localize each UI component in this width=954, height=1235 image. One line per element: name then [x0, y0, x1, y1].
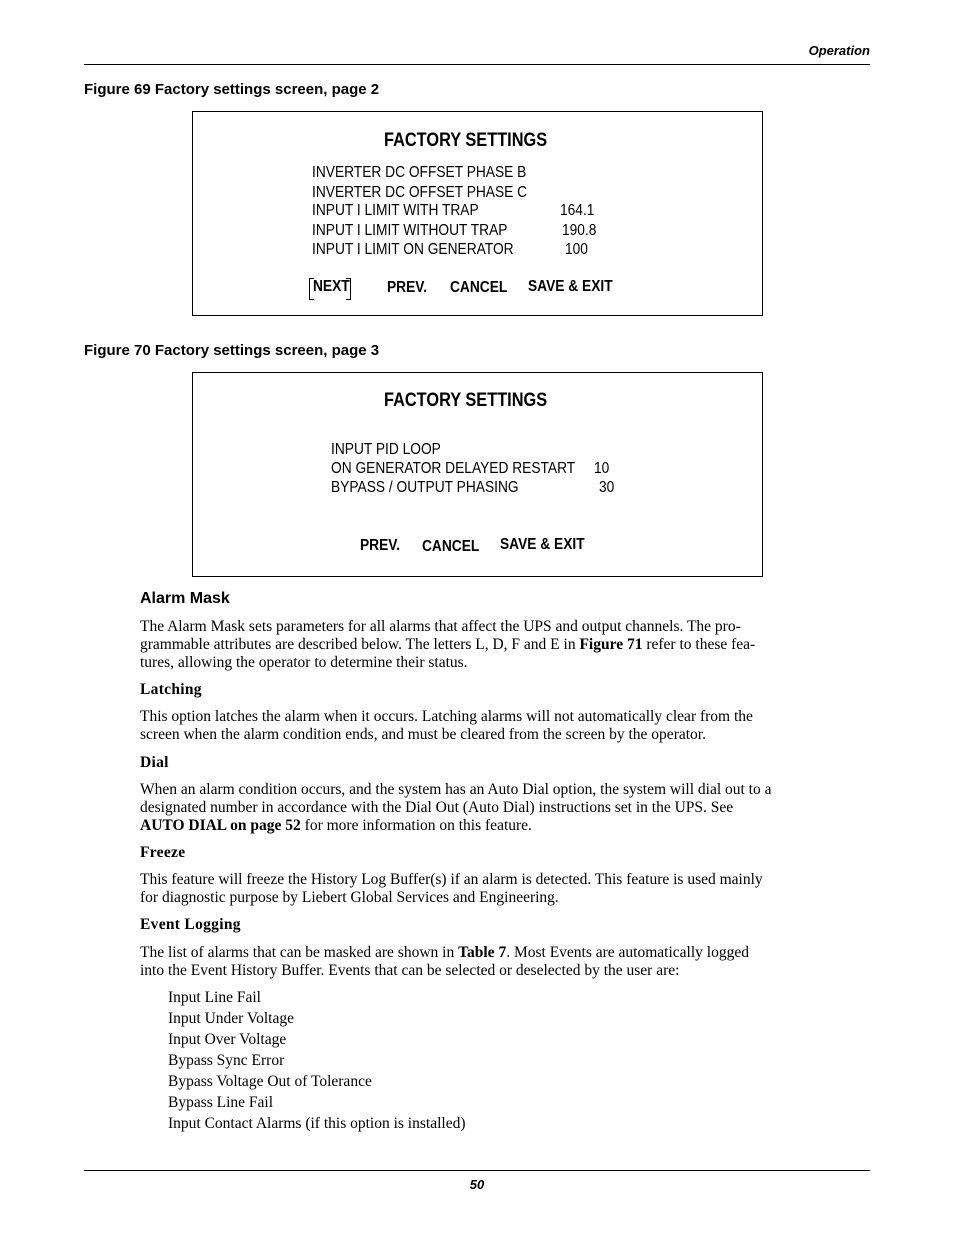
footer-rule — [84, 1170, 870, 1171]
dial-heading: Dial — [140, 754, 169, 771]
save-exit-button[interactable]: SAVE & EXIT — [528, 278, 613, 295]
list-item: Input Line Fail — [168, 989, 261, 1006]
latching-paragraph: This option latches the alarm when it occurs. Latching alarms will not automatically clear from the screen when the alarm condition ends, and must be cleared from the screen by the operator. — [140, 708, 753, 743]
freeze-heading: Freeze — [140, 844, 186, 861]
event-logging-heading: Event Logging — [140, 916, 241, 933]
auto-dial-reference: AUTO DIAL on page 52 — [140, 817, 301, 834]
next-button[interactable]: NEXT — [313, 278, 350, 295]
setting-value: 100 — [565, 241, 588, 258]
list-item: Input Under Voltage — [168, 1010, 294, 1027]
page-number: 50 — [469, 1177, 485, 1192]
setting-label: BYPASS / OUTPUT PHASING — [331, 479, 519, 496]
running-header: Operation — [808, 43, 870, 58]
latching-heading: Latching — [140, 681, 202, 698]
cancel-button[interactable]: CANCEL — [450, 279, 508, 296]
figure-69-caption: Figure 69 Factory settings screen, page 2 — [84, 81, 380, 98]
figure-71-reference: Figure 71 — [579, 636, 643, 653]
save-exit-button[interactable]: SAVE & EXIT — [500, 536, 585, 553]
selection-bracket-right — [346, 278, 351, 300]
setting-label: INPUT I LIMIT ON GENERATOR — [312, 241, 514, 258]
list-item: Bypass Line Fail — [168, 1094, 274, 1111]
prev-button[interactable]: PREV. — [360, 537, 401, 554]
table-7-reference: Table 7 — [458, 944, 507, 961]
setting-label: INPUT PID LOOP — [331, 441, 441, 458]
list-item: Input Over Voltage — [168, 1031, 287, 1048]
screen-title: FACTORY SETTINGS — [384, 390, 548, 411]
header-rule — [84, 64, 870, 65]
setting-label: INVERTER DC OFFSET PHASE C — [312, 184, 528, 201]
event-logging-paragraph: The list of alarms that can be masked are shown in Table 7. Most Events are automatically logged into the Event History Buffer. Events that can be selected or deselected by the user are: — [140, 944, 749, 979]
figure-70-caption: Figure 70 Factory settings screen, page 3 — [84, 342, 380, 359]
screen-title: FACTORY SETTINGS — [384, 130, 548, 151]
setting-value: 30 — [599, 479, 615, 496]
intro-paragraph: The Alarm Mask sets parameters for all alarms that affect the UPS and output channels. The pro- grammable attributes are described below. The letters L, D, F and E in Figure 71 refer to these fea- tures, allowing the operator to determine their status. — [140, 618, 756, 671]
setting-value: 190.8 — [562, 222, 597, 239]
setting-label: INPUT I LIMIT WITH TRAP — [312, 202, 479, 219]
setting-label: INPUT I LIMIT WITHOUT TRAP — [312, 222, 508, 239]
setting-value: 10 — [594, 460, 610, 477]
prev-button[interactable]: PREV. — [387, 279, 428, 296]
setting-label: INVERTER DC OFFSET PHASE B — [312, 164, 527, 181]
setting-value: 164.1 — [560, 202, 595, 219]
list-item: Input Contact Alarms (if this option is installed) — [168, 1115, 466, 1132]
list-item: Bypass Voltage Out of Tolerance — [168, 1073, 372, 1090]
dial-paragraph: When an alarm condition occurs, and the system has an Auto Dial option, the system will dial out to a designated number in accordance with the Dial Out (Auto Dial) instructions set in the UPS. See AUTO DIAL on page 52 for more information on this feature. — [140, 781, 772, 834]
freeze-paragraph: This feature will freeze the History Log Buffer(s) if an alarm is detected. This feature is used mainly for diagnostic purpose by Liebert Global Services and Engineering. — [140, 871, 763, 906]
setting-label: ON GENERATOR DELAYED RESTART — [331, 460, 576, 477]
section-heading: Alarm Mask — [140, 590, 230, 607]
list-item: Bypass Sync Error — [168, 1052, 285, 1069]
cancel-button[interactable]: CANCEL — [422, 538, 480, 555]
